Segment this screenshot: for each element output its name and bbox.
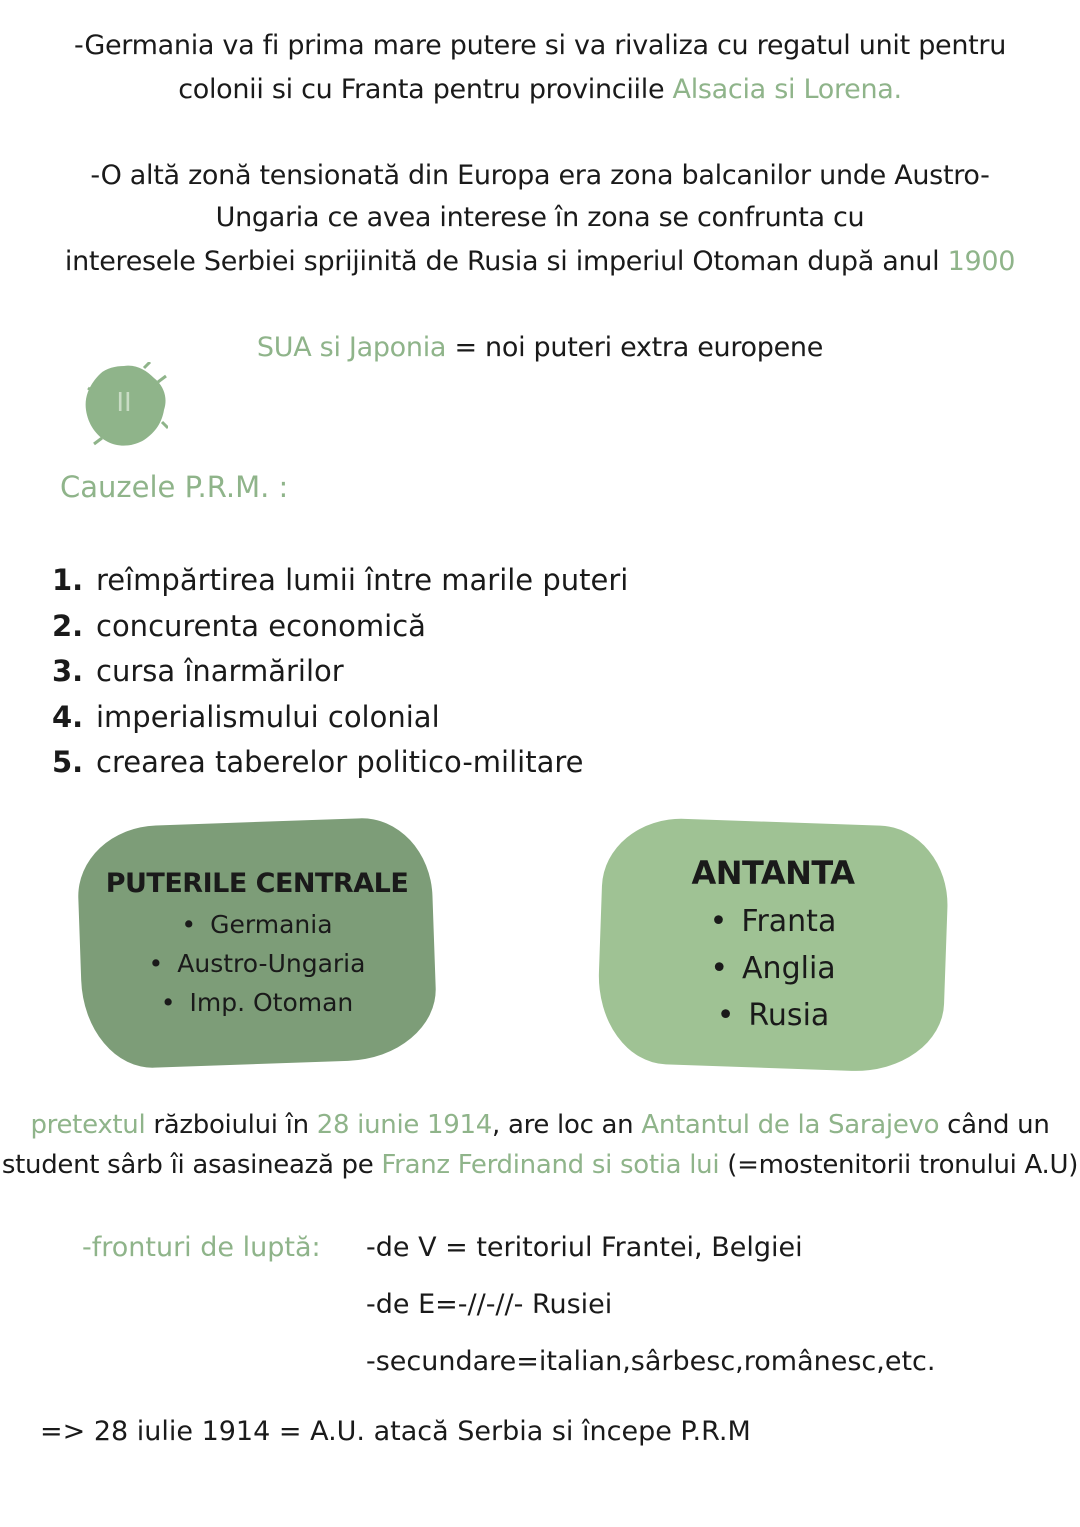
pretext-text: când un xyxy=(939,1110,1050,1140)
list-item: 2. concurenta economică xyxy=(52,608,426,643)
para1-line2 xyxy=(0,74,1080,105)
pretext-line1 xyxy=(0,1110,1080,1140)
pretext-date: 28 iunie 1914 xyxy=(316,1110,493,1140)
central-powers-title: PUTERILE CENTRALE xyxy=(105,868,409,899)
list-item: -de V = teritoriul Frantei, Belgiei xyxy=(366,1232,803,1263)
para3-line xyxy=(0,332,1080,363)
list-item: -de E=-//-//- Rusiei xyxy=(366,1289,613,1320)
pretext-word: pretextul xyxy=(30,1110,146,1140)
year-1900-highlight: 1900 xyxy=(947,246,1016,277)
para2-line2: Ungaria ce avea interese în zona se confrunta cu xyxy=(215,202,865,233)
alsacia-lorena-highlight: Alsacia si Lorena. xyxy=(672,74,902,105)
para1-line1: -Germania va fi prima mare putere si va rivaliza cu regatul unit pentru xyxy=(73,30,1007,61)
fronts-list xyxy=(366,1232,935,1403)
antanta-content xyxy=(600,854,946,1039)
list-item: 1. reîmpărtirea lumii între marile puteri xyxy=(52,563,629,597)
list-item: 5. crearea taberelor politico-militare xyxy=(52,745,584,779)
section-number-badge xyxy=(84,362,168,448)
fronts-label: -fronturi de luptă: xyxy=(82,1232,321,1263)
list-item: • Rusia xyxy=(716,998,830,1033)
para3-text: = noi puteri extra europene xyxy=(446,332,824,363)
list-item: -secundare=italian,sârbesc,românesc,etc. xyxy=(366,1346,936,1377)
list-item: • Imp. Otoman xyxy=(160,988,354,1017)
antanta-members xyxy=(600,898,946,1039)
central-powers-members xyxy=(80,905,434,1022)
list-item: • Anglia xyxy=(710,951,836,986)
causes-title: Cauzele P.R.M. : xyxy=(60,470,289,504)
antanta-title: ANTANTA xyxy=(691,854,855,892)
para1-line2-text: colonii si cu Franta pentru provinciile xyxy=(178,74,673,105)
list-item: 3. cursa înarmărilor xyxy=(52,654,344,688)
sua-japonia-highlight: SUA si Japonia xyxy=(256,332,447,363)
list-item: • Austro-Ungaria xyxy=(148,949,366,978)
pretext-text: (=mostenitorii tronului A.U) xyxy=(719,1150,1079,1180)
list-item: • Germania xyxy=(181,910,333,939)
para2-line1: -O altă zonă tensionată din Europa era zona balcanilor unde Austro- xyxy=(90,160,990,191)
conclusion-line: => 28 iulie 1914 = A.U. atacă Serbia si începe P.R.M xyxy=(40,1416,751,1447)
pretext-text: , are loc an xyxy=(492,1110,642,1140)
pretext-text: războiului în xyxy=(145,1110,317,1140)
central-powers-content xyxy=(80,868,434,1022)
pretext-victim: Franz Ferdinand si sotia lui xyxy=(381,1150,720,1180)
pretext-place: Antantul de la Sarajevo xyxy=(641,1110,940,1140)
section-number: II xyxy=(116,388,132,418)
causes-list xyxy=(52,558,628,786)
list-item: 4. imperialismului colonial xyxy=(52,699,440,734)
para2-line3-text: interesele Serbiei sprijinită de Rusia si imperiul Otoman după anul xyxy=(64,246,948,277)
pretext-text: student sârb îi asasinează pe xyxy=(1,1150,382,1180)
list-item: • Franta xyxy=(709,904,837,939)
pretext-line2 xyxy=(0,1150,1080,1180)
para2-line3 xyxy=(0,246,1080,277)
